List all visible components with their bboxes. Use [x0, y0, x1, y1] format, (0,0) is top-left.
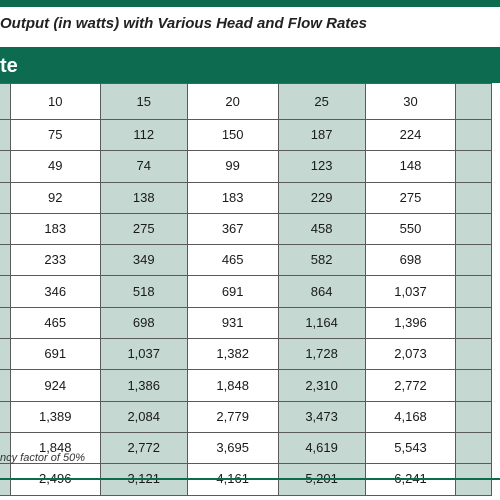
table-cell: 864: [278, 276, 365, 307]
table-cell: 74: [100, 151, 187, 182]
table-cell: 1,386: [100, 370, 187, 401]
edge-cell: [456, 370, 492, 401]
table-cell: 346: [10, 276, 100, 307]
table-cell: 123: [278, 151, 365, 182]
table-cell: 1,382: [187, 339, 278, 370]
table-cell: 183: [187, 182, 278, 213]
table-row: [0, 339, 492, 370]
table-cell: 4,168: [365, 401, 456, 432]
table-cell: 112: [100, 120, 187, 151]
table-cell: 2,772: [365, 370, 456, 401]
table-cell: 465: [10, 307, 100, 338]
table-cell: 931: [187, 307, 278, 338]
table-cell: 2,772: [100, 432, 187, 463]
table-cell: 233: [10, 245, 100, 276]
table-cell: 550: [365, 213, 456, 244]
table-cell: 2,310: [278, 370, 365, 401]
table-cell: 3,473: [278, 401, 365, 432]
column-header-row: [0, 84, 492, 120]
table-cell: 698: [100, 307, 187, 338]
table-row: [0, 213, 492, 244]
edge-cell: [456, 84, 492, 120]
edge-cell: [456, 213, 492, 244]
table-cell: 349: [100, 245, 187, 276]
table-row: [0, 245, 492, 276]
table-cell: 150: [187, 120, 278, 151]
table-cell: 924: [10, 370, 100, 401]
table-cell: 1,728: [278, 339, 365, 370]
table-cell: 518: [100, 276, 187, 307]
edge-cell: [456, 401, 492, 432]
row-label-cell: [0, 307, 10, 338]
table-cell: 224: [365, 120, 456, 151]
row-label-cell: [0, 339, 10, 370]
table-cell: 698: [365, 245, 456, 276]
table-cell: 582: [278, 245, 365, 276]
edge-cell: [456, 307, 492, 338]
column-header-cell: 30: [365, 84, 456, 120]
column-header-cell: 15: [100, 84, 187, 120]
table-cell: 138: [100, 182, 187, 213]
table-header-band: te: [0, 47, 500, 83]
table-cell: 1,396: [365, 307, 456, 338]
table-cell: 187: [278, 120, 365, 151]
table-row: [0, 151, 492, 182]
table-cell: 5,543: [365, 432, 456, 463]
table-cell: 458: [278, 213, 365, 244]
row-label-cell: [0, 245, 10, 276]
table-cell: 99: [187, 151, 278, 182]
table-cell: 1,389: [10, 401, 100, 432]
table-cell: 183: [10, 213, 100, 244]
column-header-cell: 20: [187, 84, 278, 120]
table-cell: 148: [365, 151, 456, 182]
row-label-cell: [0, 276, 10, 307]
column-header-cell: 25: [278, 84, 365, 120]
row-label-cell: [0, 370, 10, 401]
table-row: [0, 307, 492, 338]
row-label-cell: [0, 401, 10, 432]
edge-cell: [456, 151, 492, 182]
table-cell: 465: [187, 245, 278, 276]
column-header-cell: 10: [10, 84, 100, 120]
table-cell: 691: [10, 339, 100, 370]
table-cell: 1,848: [187, 370, 278, 401]
table-row: [0, 276, 492, 307]
row-label-cell: [0, 84, 10, 120]
edge-cell: [456, 182, 492, 213]
table-cell: 4,619: [278, 432, 365, 463]
table-cell: 2,073: [365, 339, 456, 370]
table-cell: 92: [10, 182, 100, 213]
row-label-cell: [0, 213, 10, 244]
table-cell: 1,037: [365, 276, 456, 307]
table-cell: 275: [100, 213, 187, 244]
data-table: [0, 83, 492, 496]
table-title: Output (in watts) with Various Head and Flow Rates: [0, 15, 367, 32]
table-cell: 3,695: [187, 432, 278, 463]
edge-cell: [456, 339, 492, 370]
table-cell: 2,779: [187, 401, 278, 432]
table-cell: 367: [187, 213, 278, 244]
edge-cell: [456, 245, 492, 276]
table-cell: 2,084: [100, 401, 187, 432]
data-table-container: [0, 83, 500, 456]
table-cell: 691: [187, 276, 278, 307]
table-cell: 229: [278, 182, 365, 213]
table-footnote: ncy factor of 50%: [0, 452, 85, 464]
edge-cell: [456, 276, 492, 307]
table-row: [0, 182, 492, 213]
table-cell: 1,164: [278, 307, 365, 338]
table-cell: 49: [10, 151, 100, 182]
table-row: [0, 120, 492, 151]
table-cell: 1,848: [10, 432, 100, 463]
table-cell: 275: [365, 182, 456, 213]
table-cell: 1,037: [100, 339, 187, 370]
row-label-cell: [0, 151, 10, 182]
table-row: [0, 401, 492, 432]
row-label-cell: [0, 182, 10, 213]
table-cell: 75: [10, 120, 100, 151]
edge-cell: [456, 120, 492, 151]
bottom-accent-rule: [0, 478, 500, 480]
table-row: [0, 370, 492, 401]
row-label-cell: [0, 120, 10, 151]
top-accent-rule: [0, 0, 500, 7]
